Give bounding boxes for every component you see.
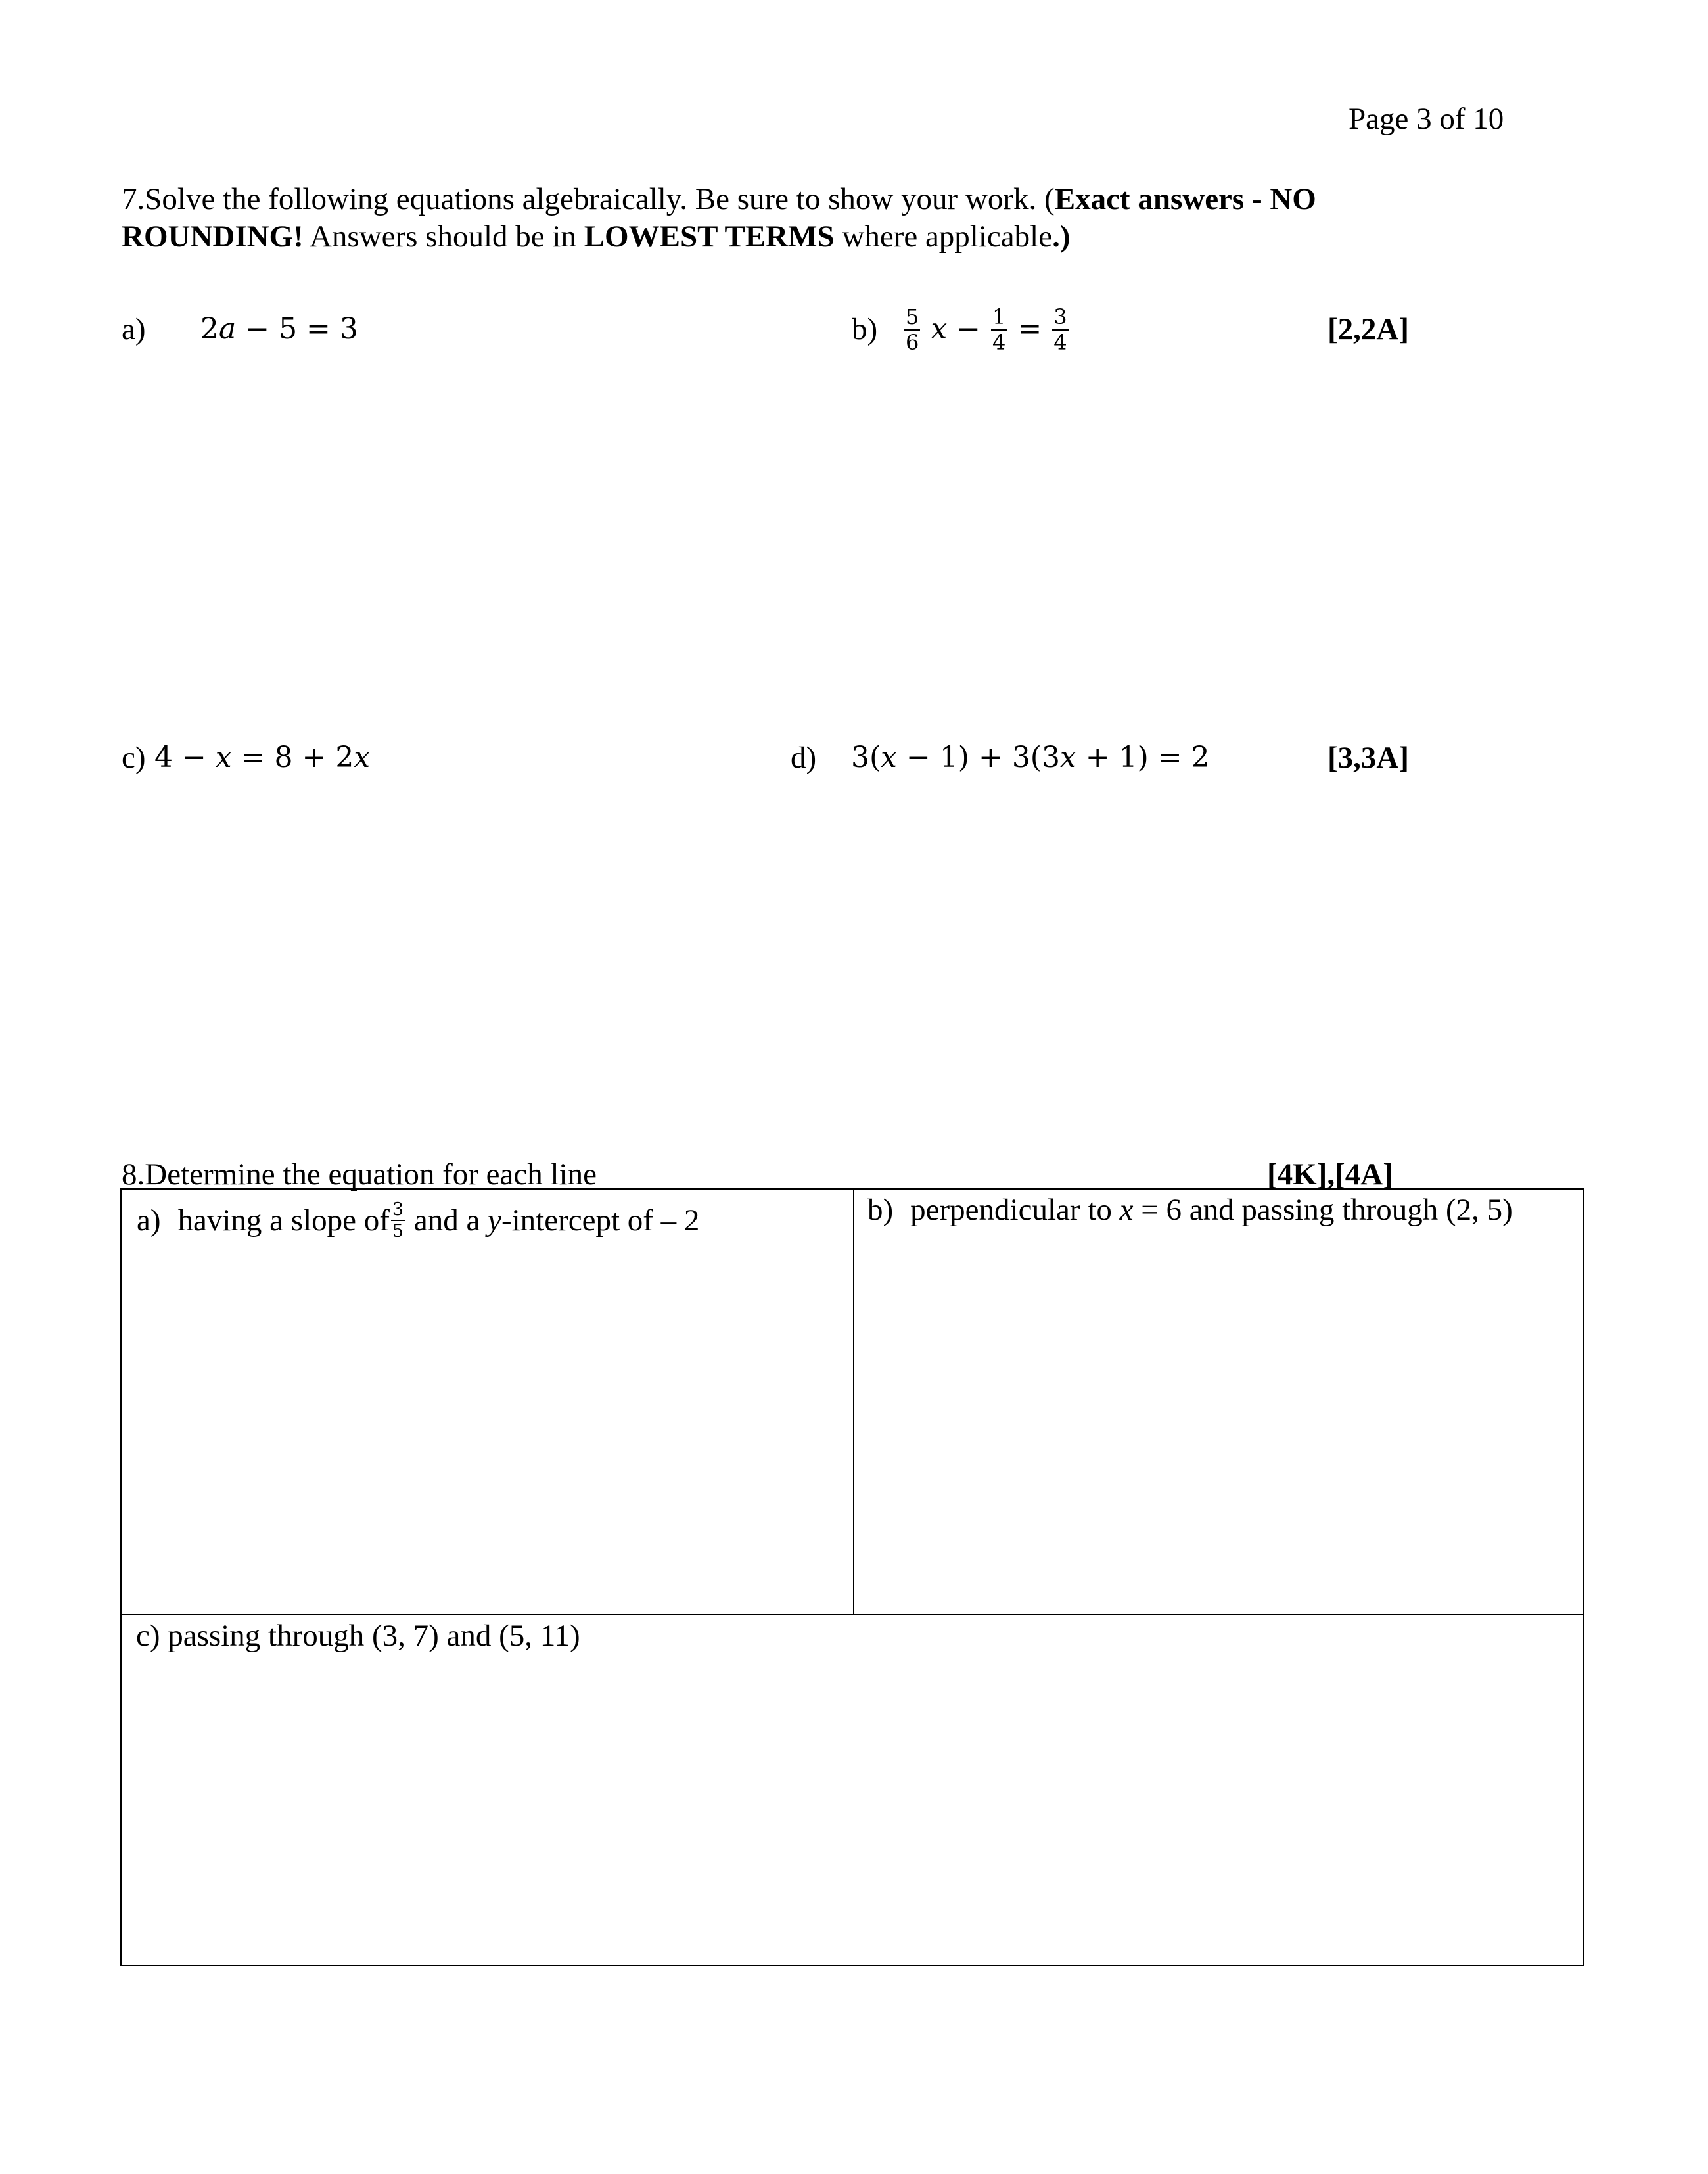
page-number: Page 3 of 10 — [1349, 102, 1504, 136]
q8-marks: [4K],[4A] — [1267, 1157, 1393, 1191]
q8b-answer-box[interactable] — [853, 1188, 1584, 1615]
q7d-label: d) — [791, 741, 817, 775]
q7-intro-text-3: where applicable — [834, 220, 1053, 254]
q7b-variable: 𝑥 − — [931, 312, 981, 346]
q8a-text-3: -intercept of – 2 — [501, 1203, 700, 1237]
q7b-fraction-5-6: $\frac{5}{6}$ — [906, 304, 919, 355]
q7a-equation: 2𝑎 − 5 = 3 — [200, 312, 358, 346]
q7b-label: b) — [852, 312, 878, 346]
q7b-fraction-3-4: $\frac{3}{4}$ — [1053, 304, 1067, 355]
q8b-text-2: = 6 and passing through (2, 5) — [1133, 1193, 1513, 1227]
q7c-label: c) — [122, 741, 146, 775]
q7a-label: a) — [122, 312, 146, 346]
q7-instructions-line2 — [122, 221, 1070, 252]
q7-lowest-terms-bold: LOWEST TERMS — [584, 220, 835, 254]
q8a-prompt — [137, 1197, 699, 1243]
q7-cd-marks: [3,3A] — [1327, 741, 1409, 775]
q7d-equation: 3(𝑥 − 1) + 3(3𝑥 + 1) = 2 — [851, 741, 1210, 774]
q7b-equation — [900, 293, 1073, 365]
q8b-text-1: perpendicular to — [910, 1193, 1120, 1227]
q8a-text-var: y — [488, 1203, 501, 1237]
q8b-label: b) — [867, 1193, 894, 1227]
q7-intro-text-2: Answers should be in — [303, 220, 584, 254]
q8a-text-2: and a — [406, 1203, 488, 1237]
q8c-prompt: c) passing through (3, 7) and (5, 11) — [136, 1619, 580, 1653]
q7-intro-close: .) — [1052, 220, 1071, 254]
q8a-fraction-3-5: $\frac{3}{5}$ — [392, 1199, 404, 1241]
q7c-equation: 4 − 𝑥 = 8 + 2𝑥 — [154, 741, 371, 774]
q8a-answer-box[interactable] — [120, 1188, 854, 1615]
q8-title: 8.Determine the equation for each line — [122, 1157, 597, 1191]
q8a-text-1: having a slope of — [177, 1203, 390, 1237]
q8b-prompt — [867, 1195, 1513, 1226]
q8b-text-var: x — [1119, 1193, 1134, 1227]
q8c-answer-box[interactable] — [120, 1614, 1584, 1966]
q8a-label: a) — [137, 1203, 161, 1237]
q7-rounding-bold: ROUNDING! — [122, 220, 304, 254]
q7-intro-bold: Exact answers - NO — [1054, 182, 1316, 216]
q7b-equals: = — [1017, 312, 1042, 346]
q7-ab-marks: [2,2A] — [1327, 312, 1409, 346]
q7-instructions-line1 — [122, 184, 1316, 215]
q7b-fraction-1-4: $\frac{1}{4}$ — [992, 304, 1006, 355]
q7-intro-text: 7.Solve the following equations algebraically. Be sure to show your work. ( — [122, 182, 1055, 216]
